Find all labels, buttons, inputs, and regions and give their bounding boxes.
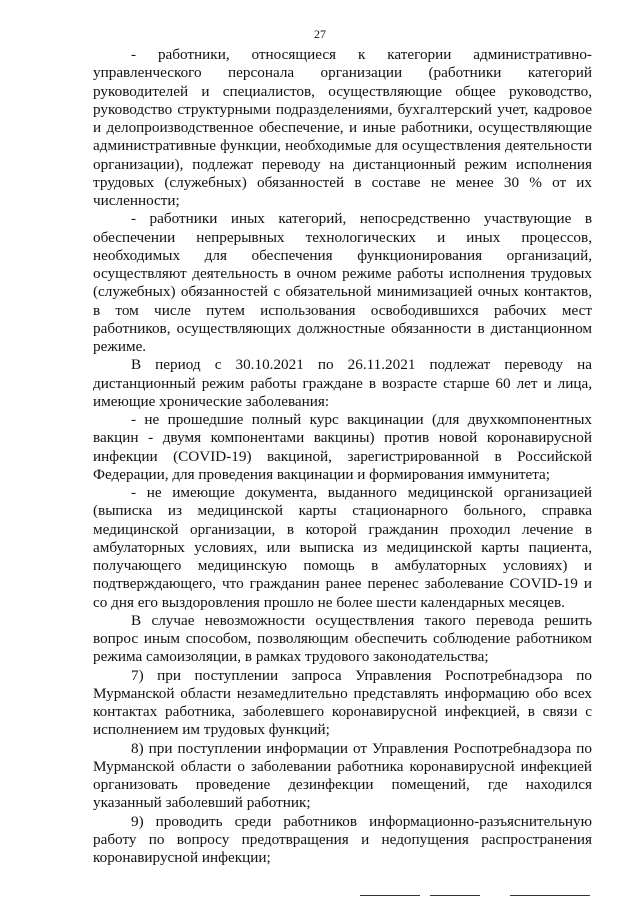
paragraph-item-9: 9) проводить среди работников информационно-разъяснительную работу по вопросу предотвращения и недопущения распространения коронавирусной инфекции; xyxy=(93,812,592,866)
paragraph-unvaccinated: - не прошедшие полный курс вакцинации (для двухкомпонентных вакцин - двумя компонентами вакцины) против новой коронавирусной инфекции (COVID-19) вакциной, зарегистрированной в Российской Федерации, для проведения вакцинации и формирования иммунитета; xyxy=(93,411,592,483)
paragraph-remote-period: В период с 30.10.2021 по 26.11.2021 подлежат переводу на дистанционный режим работы граждане в возрасте старше 60 лет и лица, имеющие хронические заболевания: xyxy=(93,356,592,410)
paragraph-item-7: 7) при поступлении запроса Управления Роспотребнадзора по Мурманской области незамедлительно представлять информацию обо всех контактах работника, заболевшего коронавирусной инфекцией, в связи с исполнением им трудовых функций; xyxy=(93,666,592,739)
paragraph-admin-staff: - работники, относящиеся к категории административно-управленческого персонала организации (работники категорий руководителей и специалистов, осуществляющие общее руководство, руководство структурными подразделениями, бухгалтерский учет, кадровое и делопроизводственное обеспечение, и иные работники, осуществляющие административные функции, необходимые для осуществления деятельности организации), подлежат переводу на дистанционный режим исполнения трудовых (служебных) обязанностей в составе не менее 30 % от их численности; xyxy=(93,46,592,209)
footer-divider xyxy=(360,895,600,897)
document-body xyxy=(93,46,592,867)
paragraph-self-isolation: В случае невозможности осуществления такого перевода решить вопрос иным способом, позволяющим обеспечить соблюдение работником режима самоизоляции, в рамках трудового законодательства; xyxy=(93,611,592,666)
page-number: 27 xyxy=(314,27,326,41)
paragraph-no-document: - не имеющие документа, выданного медицинской организацией (выписка из медицинской карты стационарного больного, справка медицинской организации, в которой гражданин проходил лечение в амбулаторных условиях, или выписка из медицинской карты пациента, получающего медицинскую помощь в амбулаторных условиях) и подтверждающего, что гражданин ранее перенес заболевание COVID-19 и со дня его выздоровления прошло не более шести календарных месяцев. xyxy=(93,484,592,611)
paragraph-item-8: 8) при поступлении информации от Управления Роспотребнадзора по Мурманской области о заболевании работника коронавирусной инфекцией организовать проведение дезинфекции помещений, где находился указанный заболевший работник; xyxy=(93,739,592,812)
paragraph-other-staff: - работники иных категорий, непосредственно участвующие в обеспечении непрерывных технологических и иных процессов, необходимых для обеспечения функционирования организаций, осуществляют деятельность в очном режиме работы исполнения трудовых (служебных) обязанностей с обязательной минимизацией очных контактов, в том числе путем использования освободившихся рабочих мест работников, осуществляющих должностные обязанности в дистанционном режиме. xyxy=(93,210,592,355)
